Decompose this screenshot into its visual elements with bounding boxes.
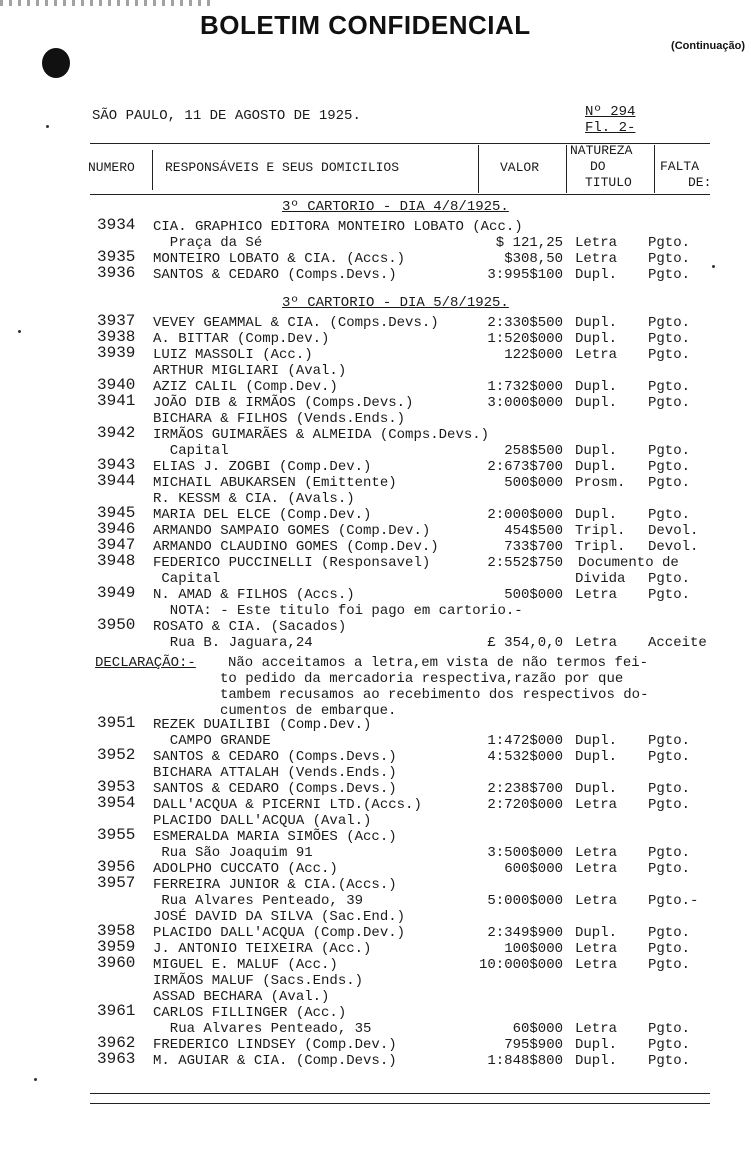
entry-name: ARMANDO SAMPAIO GOMES (Comp.Dev.) bbox=[153, 523, 431, 539]
speck bbox=[18, 330, 21, 333]
entry-number: 3960 bbox=[97, 954, 136, 972]
entry-name: Rua B. Jaguara,24 bbox=[153, 635, 313, 651]
entry-nature: Dupl. bbox=[575, 459, 618, 475]
entry-number: 3954 bbox=[97, 794, 136, 812]
entry-nature: Dupl. bbox=[575, 443, 618, 459]
entry-value: $ 121,25 bbox=[495, 235, 563, 251]
entry-value: 500$000 bbox=[504, 475, 563, 491]
entry-status: Pgto. bbox=[648, 941, 691, 957]
entry-status: Pgto. bbox=[648, 957, 691, 973]
bulletin-number: Nº 294 bbox=[585, 104, 636, 120]
entry-number: 3949 bbox=[97, 584, 136, 602]
section-title: 3º CARTORIO - DIA 4/8/1925. bbox=[282, 199, 509, 215]
declaration-line: cumentos de embarque. bbox=[220, 703, 397, 719]
entry-name: ASSAD BECHARA (Aval.) bbox=[153, 989, 330, 1005]
entry-value: 122$000 bbox=[504, 347, 563, 363]
entry-number: 3942 bbox=[97, 424, 136, 442]
entry-name: SANTOS & CEDARO (Comps.Devs.) bbox=[153, 781, 397, 797]
entry-value: 5:000$000 bbox=[487, 893, 563, 909]
table-header-bottom-rule bbox=[90, 194, 710, 195]
entry-name: Rua Alvares Penteado, 35 bbox=[153, 1021, 372, 1037]
entry-name: Capital bbox=[153, 443, 229, 459]
declaration-label: DECLARAÇÃO:- bbox=[95, 655, 196, 671]
entry-number: 3956 bbox=[97, 858, 136, 876]
entry-name: MICHAIL ABUKARSEN (Emittente) bbox=[153, 475, 397, 491]
entry-name: LUIZ MASSOLI (Acc.) bbox=[153, 347, 313, 363]
entry-status: Pgto. bbox=[648, 587, 691, 603]
entry-name: SANTOS & CEDARO (Comps.Devs.) bbox=[153, 749, 397, 765]
col-header-natureza: NATUREZA bbox=[570, 143, 633, 158]
entry-name: CARLOS FILLINGER (Acc.) bbox=[153, 1005, 347, 1021]
col-divider bbox=[478, 145, 479, 193]
entry-value: 3:500$000 bbox=[487, 845, 563, 861]
entry-number: 3958 bbox=[97, 922, 136, 940]
entry-nature: Letra bbox=[575, 1021, 618, 1037]
entry-status: Pgto. bbox=[648, 749, 691, 765]
entry-status: Pgto. bbox=[648, 395, 691, 411]
declaration-line: to pedido da mercadoria respectiva,razão por que bbox=[220, 671, 624, 687]
bottom-rule bbox=[90, 1103, 710, 1104]
entry-nature: Documento de bbox=[578, 555, 679, 571]
entry-value: 3:995$100 bbox=[487, 267, 563, 283]
entry-name: JOSÉ DAVID DA SILVA (Sac.End.) bbox=[153, 909, 406, 925]
speck bbox=[712, 265, 715, 268]
entry-name: MONTEIRO LOBATO & CIA. (Accs.) bbox=[153, 251, 406, 267]
entry-number: 3957 bbox=[97, 874, 136, 892]
entry-value: 100$000 bbox=[504, 941, 563, 957]
entry-value: £ 354,0,0 bbox=[487, 635, 563, 651]
entry-number: 3945 bbox=[97, 504, 136, 522]
entry-status: Pgto. bbox=[648, 571, 691, 587]
entry-status: Pgto. bbox=[648, 267, 691, 283]
entry-number: 3934 bbox=[97, 216, 136, 234]
entry-name: BICHARA & FILHOS (Vends.Ends.) bbox=[153, 411, 406, 427]
entry-nature: Letra bbox=[575, 347, 618, 363]
entry-value: 454$500 bbox=[504, 523, 563, 539]
entry-status: Devol. bbox=[648, 523, 699, 539]
entry-name: JOÃO DIB & IRMÃOS (Comps.Devs.) bbox=[153, 395, 414, 411]
entry-nature: Letra bbox=[575, 845, 618, 861]
place-date: SÃO PAULO, 11 DE AGOSTO DE 1925. bbox=[92, 108, 361, 124]
entry-nature: Letra bbox=[575, 251, 618, 267]
entry-name: AZIZ CALIL (Comp.Dev.) bbox=[153, 379, 338, 395]
entry-value: 1:848$800 bbox=[487, 1053, 563, 1069]
entry-nature: Dupl. bbox=[575, 267, 618, 283]
entry-number: 3940 bbox=[97, 376, 136, 394]
entry-value: 2:238$700 bbox=[487, 781, 563, 797]
entry-nature: Letra bbox=[575, 893, 618, 909]
entry-nature: Letra bbox=[575, 587, 618, 603]
col-divider bbox=[566, 145, 567, 193]
entry-nature: Prosm. bbox=[575, 475, 626, 491]
entry-status: Pgto. bbox=[648, 251, 691, 267]
entry-status: Pgto. bbox=[648, 459, 691, 475]
entry-name: ARTHUR MIGLIARI (Aval.) bbox=[153, 363, 347, 379]
entry-value: 2:720$000 bbox=[487, 797, 563, 813]
entry-number: 3943 bbox=[97, 456, 136, 474]
entry-nature: Dupl. bbox=[575, 733, 618, 749]
entry-name: NOTA: - Este titulo foi pago em cartorio.- bbox=[153, 603, 523, 619]
entry-status: Pgto. bbox=[648, 331, 691, 347]
entry-number: 3955 bbox=[97, 826, 136, 844]
entry-name: REZEK DUAILIBI (Comp.Dev.) bbox=[153, 717, 372, 733]
entry-nature: Dupl. bbox=[575, 749, 618, 765]
entry-value: 2:000$000 bbox=[487, 507, 563, 523]
entry-number: 3937 bbox=[97, 312, 136, 330]
entry-nature: Tripl. bbox=[575, 539, 626, 555]
col-header-valor: VALOR bbox=[500, 160, 540, 175]
entry-name: IRMÃOS GUIMARÃES & ALMEIDA (Comps.Devs.) bbox=[153, 427, 490, 443]
page-number: Fl. 2- bbox=[585, 120, 636, 136]
entry-status: Pgto. bbox=[648, 235, 691, 251]
entry-nature: Dupl. bbox=[575, 331, 618, 347]
entry-name: BICHARA ATTALAH (Vends.Ends.) bbox=[153, 765, 397, 781]
entry-name: DALL'ACQUA & PICERNI LTD.(Accs.) bbox=[153, 797, 422, 813]
entry-status: Pgto. bbox=[648, 1021, 691, 1037]
entry-name: ESMERALDA MARIA SIMÕES (Acc.) bbox=[153, 829, 397, 845]
declaration-line: tambem recusamos ao recebimento dos respectivos do- bbox=[220, 687, 649, 703]
speck bbox=[46, 125, 49, 128]
entry-status: Pgto. bbox=[648, 925, 691, 941]
col-divider bbox=[152, 150, 153, 190]
entry-status: Pgto.- bbox=[648, 893, 699, 909]
ink-blot bbox=[42, 48, 70, 78]
entry-nature: Letra bbox=[575, 957, 618, 973]
entry-value: 4:532$000 bbox=[487, 749, 563, 765]
entry-nature: Dupl. bbox=[575, 395, 618, 411]
entry-name: ADOLPHO CUCCATO (Acc.) bbox=[153, 861, 338, 877]
entry-name: ARMANDO CLAUDINO GOMES (Comp.Dev.) bbox=[153, 539, 439, 555]
entry-number: 3946 bbox=[97, 520, 136, 538]
entry-number: 3963 bbox=[97, 1050, 136, 1068]
entry-value: 2:552$750 bbox=[487, 555, 563, 571]
entry-value: 733$700 bbox=[504, 539, 563, 555]
entry-nature: Dupl. bbox=[575, 925, 618, 941]
entry-value: 10:000$000 bbox=[478, 957, 563, 973]
entry-name: Rua Alvares Penteado, 39 bbox=[153, 893, 364, 909]
col-header-falta: FALTA bbox=[660, 159, 700, 174]
entry-nature: Letra bbox=[575, 635, 618, 651]
entry-status: Pgto. bbox=[648, 861, 691, 877]
entry-value: 3:000$000 bbox=[487, 395, 563, 411]
entry-status: Pgto. bbox=[648, 475, 691, 491]
entry-value: 1:732$000 bbox=[487, 379, 563, 395]
entry-name: PLACIDO DALL'ACQUA (Comp.Dev.) bbox=[153, 925, 406, 941]
entry-name: Rua São Joaquim 91 bbox=[153, 845, 313, 861]
entry-nature: Dupl. bbox=[575, 379, 618, 395]
entry-number: 3952 bbox=[97, 746, 136, 764]
entry-name: FREDERICO LINDSEY (Comp.Dev.) bbox=[153, 1037, 397, 1053]
entry-status: Devol. bbox=[648, 539, 699, 555]
entry-name: SANTOS & CEDARO (Comps.Devs.) bbox=[153, 267, 397, 283]
entry-number: 3941 bbox=[97, 392, 136, 410]
entry-nature: Dupl. bbox=[575, 315, 618, 331]
entry-number: 3953 bbox=[97, 778, 136, 796]
entry-status: Pgto. bbox=[648, 1037, 691, 1053]
col-header-natureza-titulo: TITULO bbox=[585, 175, 632, 190]
document-title: BOLETIM CONFIDENCIAL bbox=[200, 10, 531, 40]
entry-value: 2:349$900 bbox=[487, 925, 563, 941]
entry-name: VEVEY GEAMMAL & CIA. (Comps.Devs.) bbox=[153, 315, 439, 331]
entry-number: 3935 bbox=[97, 248, 136, 266]
entry-number: 3959 bbox=[97, 938, 136, 956]
entry-name: Praça da Sé bbox=[153, 235, 263, 251]
entry-nature: Tripl. bbox=[575, 523, 626, 539]
entry-nature: Letra bbox=[575, 861, 618, 877]
entry-nature: Dupl. bbox=[575, 781, 618, 797]
entry-name: R. KESSM & CIA. (Avals.) bbox=[153, 491, 355, 507]
continuation-label: (Continuação) bbox=[671, 40, 745, 52]
entry-value: 60$000 bbox=[512, 1021, 563, 1037]
entry-name: FERREIRA JUNIOR & CIA.(Accs.) bbox=[153, 877, 397, 893]
section-title: 3º CARTORIO - DIA 5/8/1925. bbox=[282, 295, 509, 311]
col-header-natureza-do: DO bbox=[590, 159, 606, 174]
entry-number: 3947 bbox=[97, 536, 136, 554]
entry-status: Pgto. bbox=[648, 1053, 691, 1069]
entry-name: PLACIDO DALL'ACQUA (Aval.) bbox=[153, 813, 372, 829]
entry-status: Pgto. bbox=[648, 379, 691, 395]
entry-name: CAMPO GRANDE bbox=[153, 733, 271, 749]
entry-status: Pgto. bbox=[648, 315, 691, 331]
entry-status: Pgto. bbox=[648, 797, 691, 813]
entry-value: 2:673$700 bbox=[487, 459, 563, 475]
entry-number: 3939 bbox=[97, 344, 136, 362]
col-header-responsaveis: RESPONSÁVEIS E SEUS DOMICILIOS bbox=[165, 160, 400, 175]
entry-name: J. ANTONIO TEIXEIRA (Acc.) bbox=[153, 941, 372, 957]
bottom-rule bbox=[90, 1093, 710, 1094]
scan-noise bbox=[0, 0, 210, 6]
entry-nature: Letra bbox=[575, 941, 618, 957]
speck bbox=[34, 1078, 37, 1081]
entry-status: Pgto. bbox=[648, 845, 691, 861]
entry-number: 3938 bbox=[97, 328, 136, 346]
entry-name: CIA. GRAPHICO EDITORA MONTEIRO LOBATO (Acc.) bbox=[153, 219, 523, 235]
entry-nature: Dupl. bbox=[575, 1053, 618, 1069]
col-divider bbox=[654, 145, 655, 193]
entry-name: MARIA DEL ELCE (Comp.Dev.) bbox=[153, 507, 372, 523]
entry-number: 3950 bbox=[97, 616, 136, 634]
entry-name: ROSATO & CIA. (Sacados) bbox=[153, 619, 347, 635]
entry-status: Pgto. bbox=[648, 733, 691, 749]
entry-name: Capital bbox=[153, 571, 221, 587]
entry-value: $308,50 bbox=[504, 251, 563, 267]
entry-status: Pgto. bbox=[648, 443, 691, 459]
declaration-line: Não acceitamos a letra,em vista de não termos fei- bbox=[228, 655, 649, 671]
entry-number: 3951 bbox=[97, 714, 136, 732]
col-header-falta-de: DE: bbox=[688, 175, 712, 190]
entry-value: 500$000 bbox=[504, 587, 563, 603]
entry-name: ELIAS J. ZOGBI (Comp.Dev.) bbox=[153, 459, 372, 475]
entry-value: 258$500 bbox=[504, 443, 563, 459]
entry-number: 3962 bbox=[97, 1034, 136, 1052]
entry-nature: Dupl. bbox=[575, 1037, 618, 1053]
entry-nature: Divida bbox=[575, 571, 626, 587]
entry-name: FEDERICO PUCCINELLI (Responsavel) bbox=[153, 555, 431, 571]
entry-value: 2:330$500 bbox=[487, 315, 563, 331]
entry-number: 3961 bbox=[97, 1002, 136, 1020]
entry-number: 3944 bbox=[97, 472, 136, 490]
entry-value: 600$000 bbox=[504, 861, 563, 877]
entry-nature: Dupl. bbox=[575, 507, 618, 523]
entry-name: A. BITTAR (Comp.Dev.) bbox=[153, 331, 330, 347]
col-header-numero: NUMERO bbox=[88, 160, 135, 175]
entry-status: Pgto. bbox=[648, 781, 691, 797]
entry-name: IRMÃOS MALUF (Sacs.Ends.) bbox=[153, 973, 364, 989]
entry-status: Pgto. bbox=[648, 347, 691, 363]
entry-value: 1:520$000 bbox=[487, 331, 563, 347]
entry-status: Acceite bbox=[648, 635, 707, 651]
entry-value: 795$900 bbox=[504, 1037, 563, 1053]
entry-number: 3936 bbox=[97, 264, 136, 282]
entry-nature: Letra bbox=[575, 235, 618, 251]
entry-nature: Letra bbox=[575, 797, 618, 813]
entry-number: 3948 bbox=[97, 552, 136, 570]
entry-name: MIGUEL E. MALUF (Acc.) bbox=[153, 957, 338, 973]
entry-name: N. AMAD & FILHOS (Accs.) bbox=[153, 587, 355, 603]
entry-name: M. AGUIAR & CIA. (Comp.Devs.) bbox=[153, 1053, 397, 1069]
entry-status: Pgto. bbox=[648, 507, 691, 523]
entry-value: 1:472$000 bbox=[487, 733, 563, 749]
